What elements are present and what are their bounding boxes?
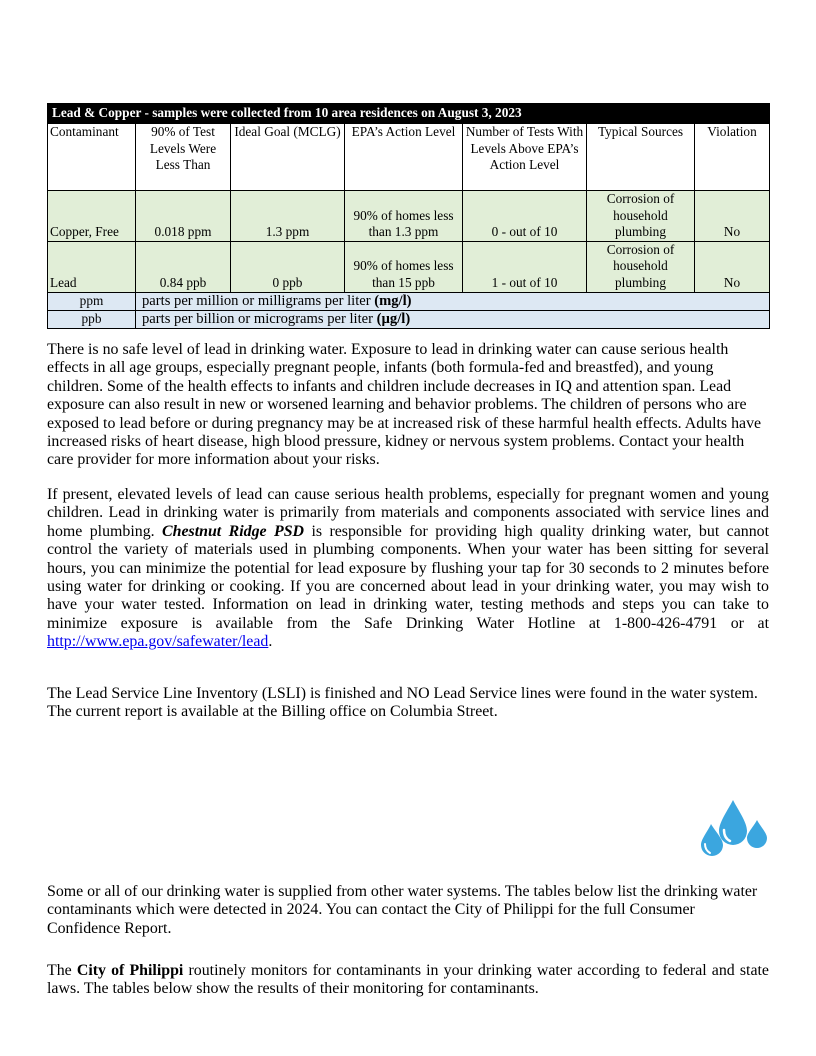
- water-drops-svg: [697, 794, 769, 862]
- city-name: City of Philippi: [76, 962, 184, 979]
- header-violation: Violation: [695, 124, 770, 191]
- cell-sources: Corrosion of household plumbing: [587, 241, 695, 292]
- monitor-start-text: The: [47, 962, 77, 979]
- unit-definition: [136, 310, 770, 328]
- header-contaminant: Contaminant: [48, 124, 136, 191]
- cell-sources: Corrosion of household plumbing: [587, 191, 695, 242]
- cell-percentile: 0.84 ppb: [136, 241, 231, 292]
- right-drop-icon: [747, 820, 767, 848]
- lsli-paragraph: The Lead Service Line Inventory (LSLI) is finished and NO Lead Service lines were found in the water system. The current report is available at the Billing office on Columbia Street.: [47, 685, 758, 721]
- header-sources: Typical Sources: [587, 124, 695, 191]
- lead-health-paragraph: There is no safe level of lead in drinking water. Exposure to lead in drinking water can cause serious health effects in all age groups, especially pregnant people, infants (both formula-fed and breastfed), and young children. Some of the health effects to infants and children include decreases in IQ and attention span. Lead exposure can also result in new or worsened learning and behavior problems. The children of persons who are exposed to lead before or during pregnancy may be at increased risk of these harmful health effects. Adults have increased risks of heart disease, high blood pressure, kidney or nervous system problems. Contact your health care provider for more information about your risks.: [47, 341, 762, 469]
- lead-copper-table: [47, 103, 770, 329]
- unit-definition: [136, 292, 770, 310]
- lead-rest-text: is responsible for providing high quality drinking water, but cannot control the variety of materials used in plumbing components. When your water has been sitting for several hours, you can minimize the potential for lead exposure by flushing your tap for 30 seconds to 2 minutes before using water for drinking or cooking. If you are concerned about lead in your drinking water, you may wish to have your water tested. Information on lead in drinking water, testing methods and steps you can take to minimize exposure is available from the Safe Drinking Water Hotline at 1-800-426-4791 or at: [47, 522, 770, 632]
- supply-paragraph: Some or all of our drinking water is supplied from other water systems. The tables below list the drinking water contaminants which were detected in 2024. You can contact the City of Philippi for the full Consumer Confidence Report.: [47, 883, 758, 937]
- table-title-row: [48, 104, 770, 124]
- cell-contaminant: Lead: [48, 241, 136, 292]
- epa-lead-link[interactable]: http://www.epa.gov/safewater/lead: [47, 633, 269, 651]
- lead-intro-text: If present, elevated levels of lead can cause serious health problems, especially for pregnant women and young children. Lead in drinking water is primarily from materials and components associated with service lines and home plumbing.: [47, 486, 769, 540]
- unit-abbr: ppb: [48, 310, 136, 328]
- table-row: [48, 241, 770, 292]
- water-drops-icon: [697, 794, 769, 862]
- cell-action: 90% of homes less than 15 ppb: [345, 241, 463, 292]
- cell-tests: 1 - out of 10: [463, 241, 587, 292]
- header-goal: Ideal Goal (MCLG): [231, 124, 345, 191]
- monitoring-paragraph: [47, 962, 769, 999]
- table-row: [48, 191, 770, 242]
- cell-goal: 0 ppb: [231, 241, 345, 292]
- cell-tests: 0 - out of 10: [463, 191, 587, 242]
- header-percentile: 90% of Test Levels Were Less Than: [136, 124, 231, 191]
- cell-violation: No: [695, 241, 770, 292]
- cell-percentile: 0.018 ppm: [136, 191, 231, 242]
- cell-action: 90% of homes less than 1.3 ppm: [345, 191, 463, 242]
- header-action: EPA’s Action Level: [345, 124, 463, 191]
- unit-desc: parts per million or milligrams per liter: [142, 292, 375, 309]
- lead-end-text: .: [268, 633, 273, 651]
- header-tests: Number of Tests With Levels Above EPA’s Action Level: [463, 124, 587, 191]
- large-drop-icon: [719, 800, 747, 845]
- unit-row-ppb: [48, 310, 770, 328]
- cell-violation: No: [695, 191, 770, 242]
- table-title: Lead & Copper - samples were collected from 10 area residences on August 3, 2023: [48, 104, 770, 124]
- cell-contaminant: Copper, Free: [48, 191, 136, 242]
- unit-symbol: (µg/l): [376, 310, 411, 327]
- lead-copper-section: [47, 103, 769, 329]
- monitor-rest-text: routinely monitors for contaminants in your drinking water according to federal and state laws. The tables below show the results of their monitoring for contaminants.: [47, 962, 769, 998]
- unit-row-ppm: [48, 292, 770, 310]
- utility-name: Chestnut Ridge PSD: [162, 522, 305, 540]
- unit-abbr: ppm: [48, 292, 136, 310]
- lead-info-paragraph: [47, 486, 769, 652]
- unit-desc: parts per billion or micrograms per liter: [142, 310, 377, 327]
- table-header-row: [48, 124, 770, 191]
- cell-goal: 1.3 ppm: [231, 191, 345, 242]
- unit-symbol: (mg/l): [374, 292, 412, 309]
